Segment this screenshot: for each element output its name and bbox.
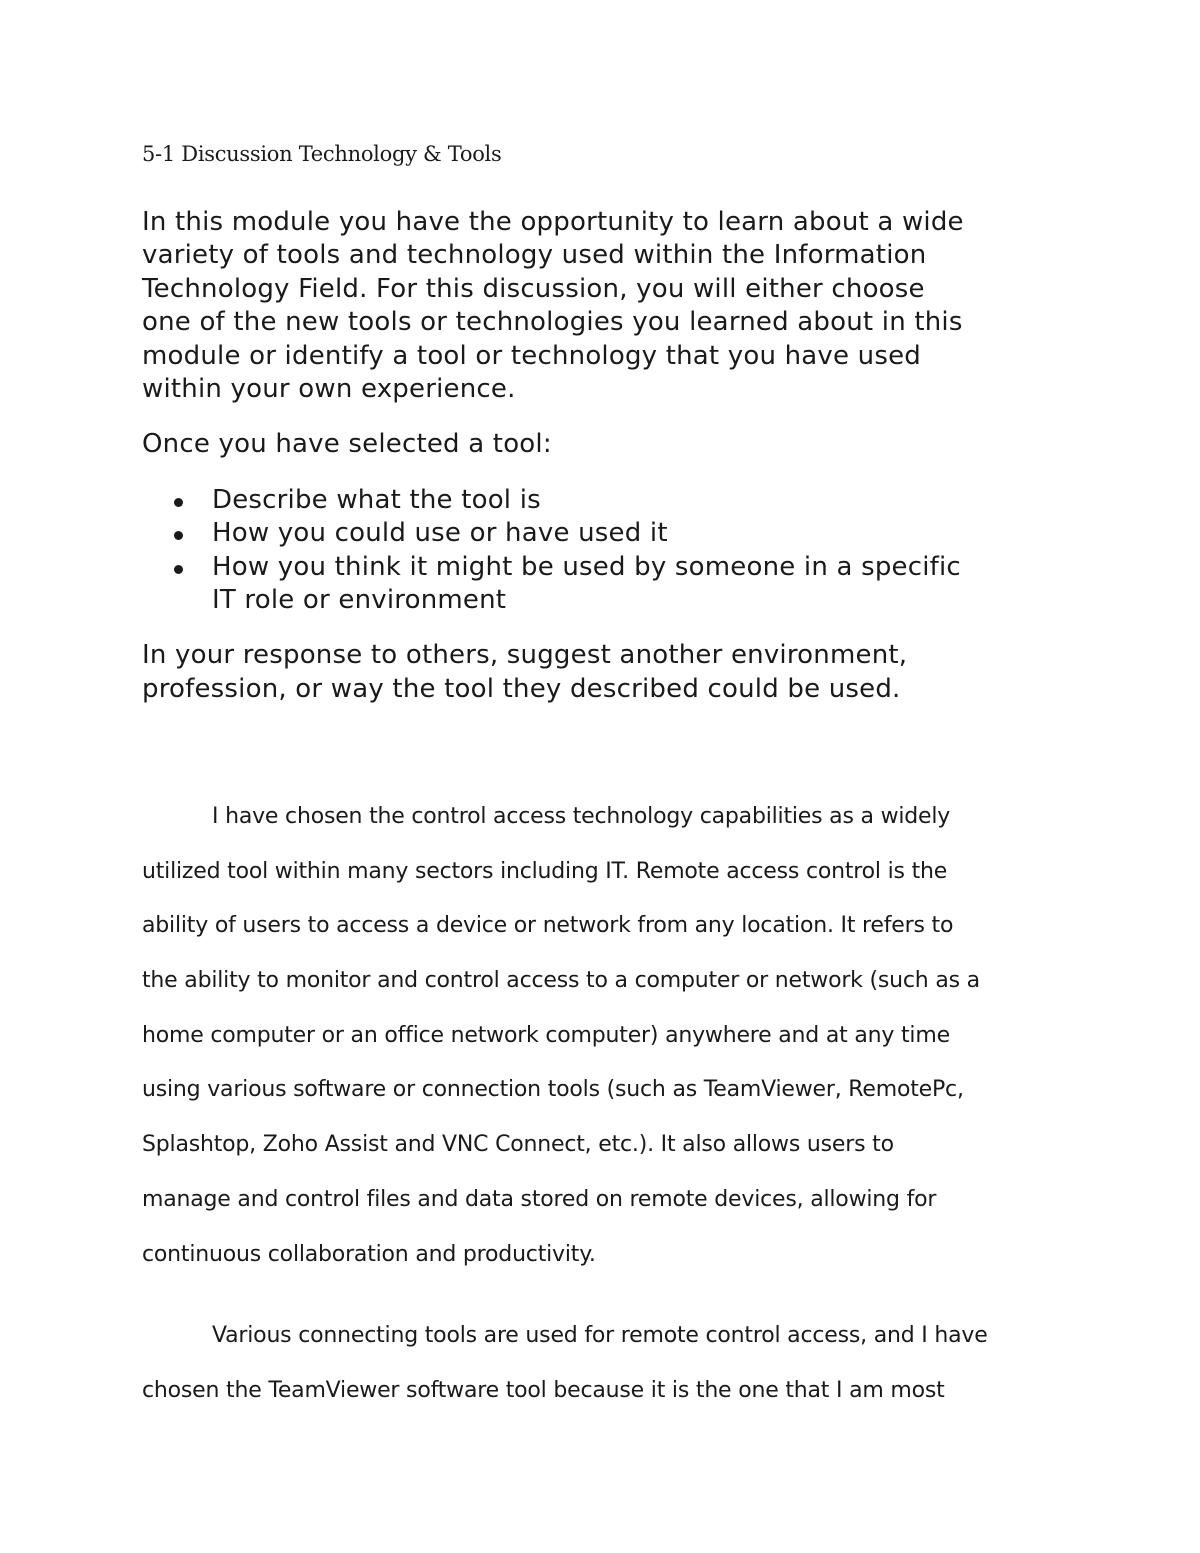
bullet-icon [174, 531, 183, 540]
essay-paragraph-1 [142, 790, 1072, 1282]
prompt-intro-line: variety of tools and technology used within the Information [142, 240, 927, 271]
essay-line: continuous collaboration and productivity. [142, 1241, 596, 1267]
document-title: 5-1 Discussion Technology & Tools [142, 142, 502, 166]
prompt-intro-line: In this module you have the opportunity to learn about a wide [142, 207, 964, 237]
essay-line: using various software or connection tools (such as TeamViewer, RemotePc, [142, 1077, 964, 1103]
essay-line: Various connecting tools are used for remote control access, and I have [212, 1323, 988, 1349]
prompt-bullet-list [142, 484, 1072, 618]
prompt-intro-line: within your own experience. [142, 374, 516, 405]
essay-line: I have chosen the control access technology capabilities as a widely [212, 804, 951, 829]
essay-line: the ability to monitor and control access to a computer or network (such as a [142, 968, 980, 994]
bullet-text: How you think it might be used by someone in a specific [212, 551, 961, 582]
prompt-intro-line: one of the new tools or technologies you learned about in this [142, 307, 963, 338]
essay-line: Splashtop, Zoho Assist and VNC Connect, etc.). It also allows users to [142, 1132, 894, 1158]
essay-line: ability of users to access a device or network from any location. It refers to [142, 913, 954, 939]
list-item-continuation [142, 584, 1072, 617]
bullet-icon [174, 565, 183, 574]
prompt-response-paragraph [142, 639, 1072, 706]
essay-line: manage and control files and data stored on remote devices, allowing for [142, 1186, 937, 1212]
bullet-icon [174, 498, 183, 507]
bullet-text: How you could use or have used it [212, 518, 668, 549]
prompt-intro-line: Technology Field. For this discussion, you will either choose [142, 273, 925, 304]
essay-paragraph-2 [142, 1309, 1072, 1418]
prompt-intro-paragraph [142, 206, 1072, 406]
bullet-text: IT role or environment [212, 585, 507, 616]
bullet-text: Describe what the tool is [212, 484, 541, 515]
essay-line: utilized tool within many sectors including IT. Remote access control is the [142, 858, 948, 884]
list-item [142, 517, 1072, 550]
essay-line: chosen the TeamViewer software tool because it is the one that I am most [142, 1377, 945, 1403]
list-item [142, 551, 1072, 584]
prompt-intro-line: module or identify a tool or technology that you have used [142, 340, 922, 371]
essay-body [142, 790, 1072, 1419]
prompt-response-line: In your response to others, suggest another environment, [142, 640, 908, 671]
prompt-response-line: profession, or way the tool they described could be used. [142, 673, 901, 704]
prompt-once-selected: Once you have selected a tool: [142, 429, 552, 460]
essay-line: home computer or an office network computer) anywhere and at any time [142, 1022, 950, 1048]
list-item [142, 484, 1072, 517]
discussion-prompt [142, 206, 1072, 706]
